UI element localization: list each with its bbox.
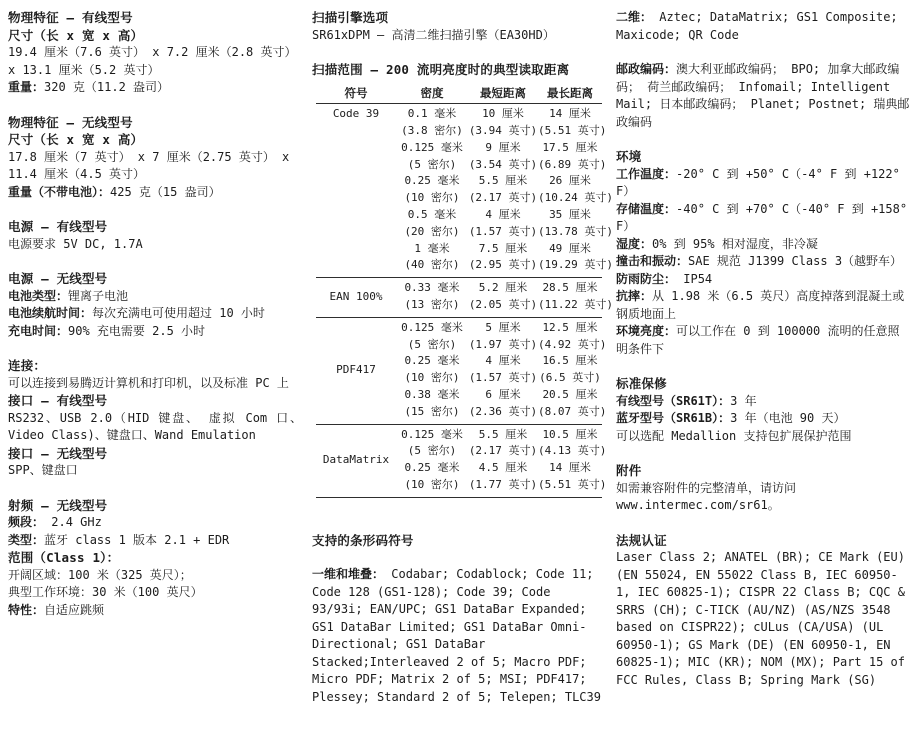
table-cell-line: (5 密尔) <box>407 444 457 458</box>
spec-paragraph <box>8 236 302 254</box>
spec-paragraph <box>616 323 910 358</box>
spec-paragraph <box>616 288 910 323</box>
spacer <box>8 340 302 357</box>
spec-paragraph <box>8 184 302 202</box>
spacer <box>312 44 606 61</box>
spec-label: 湿度： <box>616 236 653 251</box>
spec-text: RS232、USB 2.0（HID 键盘、 虚拟 Com 口、Video Class)、键盘口、Wand Emulation <box>8 410 302 442</box>
spec-paragraph <box>616 549 910 689</box>
spec-label: 撞击和振动： <box>616 254 689 268</box>
spec-text: Aztec; DataMatrix; GS1 Composite; Maxicode; QR Code <box>616 10 898 42</box>
table-cell-line: 0.38 毫米 <box>404 388 460 402</box>
spec-paragraph <box>8 79 302 97</box>
table-cell-line: 0.125 毫米 <box>401 427 463 441</box>
table-cell-line: 14 厘米 <box>549 461 591 475</box>
spec-paragraph <box>616 166 910 201</box>
table-cell-line: (40 密尔) <box>404 258 460 272</box>
table-cell-line: 4 厘米 <box>485 354 521 368</box>
table-group-row <box>316 425 607 498</box>
spec-label: 电池类型： <box>8 288 69 303</box>
table-cell-line: 12.5 厘米 <box>542 320 598 334</box>
table-cell-line: 26 厘米 <box>549 174 591 188</box>
section-heading: 环境 <box>616 149 642 164</box>
spec-label: 环境亮度： <box>616 324 677 338</box>
spec-text: 可以选配 Medallion 支持包扩展保护范围 <box>616 428 852 443</box>
spec-text: 2.4 GHz <box>44 515 102 529</box>
table-cell-line: (15 密尔) <box>404 404 460 418</box>
spec-text: SPP、键盘口 <box>8 463 78 477</box>
spec-text: Laser Class 2; ANATEL (BR); CE Mark (EU) (EN 55024, EN 55022 Class B, IEC 60950-1, IEC 60825-1); CISPR 22 Class B; CQC & SRRS (CH); C-TICK (AU/NZ) (AS/NZS 3548 based on CISPR22); cULus (CA/USA) (UL 60950-1); GS Mark (DE) (EN 60950-1, EN 60825-1); MIC (KR); NOM (MX); Part 15 of FCC Rules, Class B; Spring Mark (SG) <box>616 550 905 687</box>
spec-label: 频段： <box>8 515 45 529</box>
spec-label: 二维： <box>616 10 653 24</box>
spec-text: 典型工作环境：30 米（100 英尺） <box>8 585 203 599</box>
spec-text: 19.4 厘米（7.6 英寸） x 7.2 厘米（2.8 英寸） x 13.1 厘米（5.2 英寸） <box>8 45 297 77</box>
section-heading: 扫描范围 — 200 流明亮度时的典型读取距离 <box>312 62 570 77</box>
spec-text: SAE 规范 J1399 Class 3（越野车） <box>688 254 903 268</box>
table-cell-line: 5.5 厘米 <box>478 427 528 441</box>
table-cell-line: (2.36 英寸) <box>468 404 538 418</box>
table-cell-line: (4.92 英寸) <box>538 337 607 351</box>
spec-label: 重量（不带电池）： <box>8 184 111 199</box>
spec-text: 从 1.98 米（6.5 英尺）高度掉落到混凝土或钢质地面上 <box>616 289 905 321</box>
table-cell-line: (3.94 英寸) <box>468 124 538 138</box>
symbology-name: PDF417 <box>336 362 376 376</box>
spacer <box>8 201 302 218</box>
table-group-row <box>316 318 607 425</box>
table-header-cell: 最短距离 <box>480 85 526 100</box>
spec-label: 抗摔： <box>616 289 653 303</box>
table-cell <box>538 320 607 421</box>
spacer <box>616 445 910 462</box>
table-cell-line: (2.05 英寸) <box>468 298 538 312</box>
spec-text: 3 年 <box>730 393 757 408</box>
table-cell-line: 5.2 厘米 <box>478 281 528 295</box>
spec-paragraph <box>312 27 606 45</box>
spec-text: -40° C 到 +70° C（-40° F 到 +158° F） <box>616 201 908 233</box>
spec-paragraph <box>8 44 302 79</box>
spec-paragraph <box>8 567 302 585</box>
table-cell-line: (10 密尔) <box>404 371 460 385</box>
spec-text: 0% 到 95% 相对湿度，非冷凝 <box>652 236 818 251</box>
table-cell <box>396 280 468 314</box>
table-cell-line: (10.24 英寸) <box>538 191 613 205</box>
table-cell-line: 0.5 毫米 <box>407 208 457 222</box>
section-heading: 接口 — 无线型号 <box>8 445 108 461</box>
table-cell-line: 5.5 厘米 <box>478 174 528 188</box>
table-cell <box>468 427 538 494</box>
table-cell <box>396 106 468 274</box>
spacer <box>616 44 910 61</box>
section-heading: 支持的条形码符号 <box>312 532 414 548</box>
spec-paragraph <box>8 305 302 323</box>
table-cell-line: 7.5 厘米 <box>478 241 528 255</box>
spec-label: 工作温度： <box>616 166 677 181</box>
table-group-row <box>316 104 613 278</box>
table-cell-line: (6.89 英寸) <box>538 157 607 171</box>
table-cell-line: 17.5 厘米 <box>542 140 598 154</box>
table-cell-line: 1 毫米 <box>414 241 450 255</box>
spec-text: 锂离子电池 <box>68 288 129 303</box>
spacer <box>312 549 606 566</box>
table-cell-line: (2.95 英寸) <box>468 258 538 272</box>
symbology-name: EAN 100% <box>329 289 383 303</box>
table-cell-line: (1.57 英寸) <box>468 224 538 238</box>
table-header-row <box>316 85 602 105</box>
table-header-cell: 密度 <box>420 85 444 100</box>
symbology-name: Code 39 <box>332 107 380 121</box>
spec-label: 电池续航时间： <box>8 306 93 320</box>
spec-paragraph <box>616 271 910 289</box>
table-cell-line: (3.8 密尔) <box>401 124 463 138</box>
spec-text: 可以连接到易腾迈计算机和打印机，以及标准 PC 上 <box>8 375 289 390</box>
table-cell-line: (6.5 英寸) <box>539 371 601 385</box>
table-cell-line: 4 厘米 <box>485 208 521 222</box>
section-heading: 电源 — 无线型号 <box>8 271 108 286</box>
table-cell-line: (3.54 英寸) <box>468 157 538 171</box>
section-heading: 接口 — 有线型号 <box>8 393 108 408</box>
spec-text: 可以工作在 0 到 100000 流明的任意照明条件下 <box>616 324 900 356</box>
spec-paragraph <box>616 393 910 411</box>
spec-paragraph <box>8 514 302 532</box>
spec-label: 重量： <box>8 80 45 94</box>
spec-label: 充电时间： <box>8 323 69 338</box>
spec-paragraph <box>616 9 910 44</box>
table-cell-line: 5 厘米 <box>485 320 521 334</box>
spacer <box>8 480 302 497</box>
table-cell-line: 9 厘米 <box>485 140 521 154</box>
table-header-cell: 符号 <box>344 85 368 100</box>
section-heading: 附件 <box>616 463 642 478</box>
table-cell-line: (19.29 英寸) <box>538 258 613 272</box>
table-cell-line: (10 密尔) <box>404 478 460 492</box>
spacer <box>8 253 302 270</box>
spec-paragraph <box>8 602 302 620</box>
spec-text: SR61xDPM – 高清二维扫描引擎（EA30HD） <box>312 27 555 42</box>
table-cell-line: 6 厘米 <box>485 388 521 402</box>
spec-text: 90% 充电需要 2.5 小时 <box>68 323 206 338</box>
section-heading: 法规认证 <box>616 532 667 548</box>
table-cell-line: (10 密尔) <box>404 191 460 205</box>
section-heading: 物理特征 — 无线型号 <box>8 114 133 130</box>
spec-text: 如需兼容附件的完整清单，请访问 www.intermec.com/sr61。 <box>616 480 797 512</box>
spec-text: 自适应跳频 <box>44 602 105 617</box>
table-cell-line: (1.57 英寸) <box>468 371 538 385</box>
table-cell-line: (2.17 英寸) <box>468 191 538 205</box>
table-cell-line: 0.33 毫米 <box>404 281 460 295</box>
table-cell-line: (4.13 英寸) <box>538 444 607 458</box>
table-cell-line: 4.5 厘米 <box>478 461 528 475</box>
spec-text: 425 克（15 盎司） <box>110 184 221 199</box>
section-heading: 连接： <box>8 358 47 373</box>
spec-label: 一维和堆叠： <box>312 567 385 582</box>
symbology-name: DataMatrix <box>322 452 390 466</box>
table-cell <box>396 320 468 421</box>
table-cell-line: (20 密尔) <box>404 224 460 238</box>
table-cell <box>538 427 607 494</box>
table-cell <box>538 280 613 314</box>
spec-column-3 <box>616 9 910 689</box>
spec-sheet-page <box>8 9 914 706</box>
spec-text: 澳大利亚邮政编码； BPO; 加拿大邮政编码； 荷兰邮政编码； Infomail; Intelligent Mail; 日本邮政编码； Planet; Postnet; 瑞典邮政编码 <box>616 62 910 129</box>
spacer <box>616 515 910 532</box>
table-cell-line: 20.5 厘米 <box>542 388 598 402</box>
spec-text: -20° C 到 +50° C（-4° F 到 +122° F） <box>616 166 900 198</box>
spacer <box>8 97 302 114</box>
spec-text: 17.8 厘米（7 英寸） x 7 厘米（2.75 英寸） x 11.4 厘米（4.5 英寸） <box>8 149 290 181</box>
table-cell-line: 10.5 厘米 <box>542 427 598 441</box>
spec-paragraph <box>616 61 910 131</box>
scan-range-table <box>316 85 613 498</box>
table-cell-line: 10 厘米 <box>482 107 524 121</box>
spec-label: 存储温度： <box>616 201 677 216</box>
spec-paragraph <box>8 410 302 445</box>
section-heading: 尺寸（长 x 宽 x 高） <box>8 27 144 43</box>
table-cell-line: (13 密尔) <box>404 298 460 312</box>
table-cell-line: (5.51 英寸) <box>538 124 607 138</box>
section-heading: 标准保修 <box>616 376 667 391</box>
table-cell-line: 16.5 厘米 <box>542 354 598 368</box>
table-cell-line: (11.22 英寸) <box>538 298 613 312</box>
spec-label: 有线型号（SR61T）： <box>616 393 731 408</box>
table-group-row <box>316 278 613 318</box>
spec-paragraph <box>312 566 606 706</box>
table-cell-line: (2.17 英寸) <box>468 444 538 458</box>
spec-text: 电源要求 5V DC, 1.7A <box>8 236 143 251</box>
spec-text: 蓝牙 class 1 版本 2.1 + EDR <box>44 532 230 547</box>
table-cell <box>396 427 468 494</box>
spec-paragraph <box>616 253 910 271</box>
table-cell-line: (5 密尔) <box>407 157 457 171</box>
spacer <box>616 358 910 375</box>
table-cell-line: 0.125 毫米 <box>401 320 463 334</box>
table-header-cell: 最长距离 <box>547 85 593 100</box>
spec-text: 3 年（电池 90 天） <box>730 411 846 425</box>
spacer <box>312 515 606 532</box>
spec-label: 防雨防尘： <box>616 271 677 286</box>
spec-paragraph <box>616 201 910 236</box>
spec-label: 蓝牙型号（SR61B）： <box>616 411 731 425</box>
spec-paragraph <box>8 532 302 550</box>
table-cell <box>538 106 613 274</box>
spec-column-2 <box>312 9 613 706</box>
spec-text: IP54 <box>676 271 713 286</box>
spec-text: 开阔区域：100 米（325 英尺）； <box>8 567 192 582</box>
table-cell-line: 0.125 毫米 <box>401 140 463 154</box>
spec-label: 特性： <box>8 602 45 617</box>
spec-column-1 <box>8 9 302 619</box>
section-heading: 射频 — 无线型号 <box>8 497 108 513</box>
spec-paragraph <box>8 462 302 480</box>
table-cell-line: 49 厘米 <box>549 241 591 255</box>
table-cell-line: 0.1 毫米 <box>407 107 457 121</box>
table-cell <box>468 280 538 314</box>
spec-paragraph <box>8 375 302 393</box>
table-cell-line: (5 密尔) <box>407 337 457 351</box>
spec-paragraph <box>616 410 910 428</box>
table-cell-line: (1.77 英寸) <box>468 478 538 492</box>
table-cell-line: 14 厘米 <box>549 107 591 121</box>
spec-paragraph <box>616 480 910 515</box>
section-heading: 范围（Class 1）： <box>8 550 120 565</box>
spec-paragraph <box>8 323 302 341</box>
table-cell-line: 0.25 毫米 <box>404 461 460 475</box>
section-heading: 电源 — 有线型号 <box>8 219 108 234</box>
spec-paragraph <box>8 149 302 184</box>
spec-paragraph <box>8 288 302 306</box>
table-cell-line: 0.25 毫米 <box>404 174 460 188</box>
table-cell-line: (1.97 英寸) <box>468 337 538 351</box>
table-cell-line: (8.07 英寸) <box>538 404 607 418</box>
table-cell <box>468 320 538 421</box>
spec-text: 320 克（11.2 盎司） <box>44 80 170 94</box>
spec-text: Codabar; Codablock; Code 11; Code 128 (GS1-128); Code 39; Code 93/93i; EAN/UPC; GS1 DataBar Expanded; GS1 DataBar Limited; GS1 DataBar Omni-Directional; GS1 DataBar Stacked;Interleaved 2 of 5; Macro PDF; Micro PDF; Matrix 2 of 5; MSI; PDF417; Plessey; Standard 2 of 5; Telepen; TLC39 <box>312 567 601 704</box>
spec-paragraph <box>616 428 910 446</box>
spec-text: 每次充满电可使用超过 10 小时 <box>92 306 265 320</box>
spec-paragraph <box>616 236 910 254</box>
spec-label: 类型： <box>8 532 45 547</box>
table-cell-line: (5.51 英寸) <box>538 478 607 492</box>
section-heading: 扫描引擎选项 <box>312 10 389 25</box>
spacer <box>312 498 606 515</box>
table-cell-line: 35 厘米 <box>549 208 591 222</box>
section-heading: 尺寸（长 x 宽 x 高） <box>8 132 144 147</box>
spacer <box>616 131 910 148</box>
table-cell-line: 28.5 厘米 <box>542 281 598 295</box>
table-cell-line: (13.78 英寸) <box>538 224 613 238</box>
spec-label: 邮政编码： <box>616 62 677 76</box>
table-cell-line: 0.25 毫米 <box>404 354 460 368</box>
spec-paragraph <box>8 584 302 602</box>
table-cell <box>468 106 538 274</box>
section-heading: 物理特征 — 有线型号 <box>8 10 133 25</box>
